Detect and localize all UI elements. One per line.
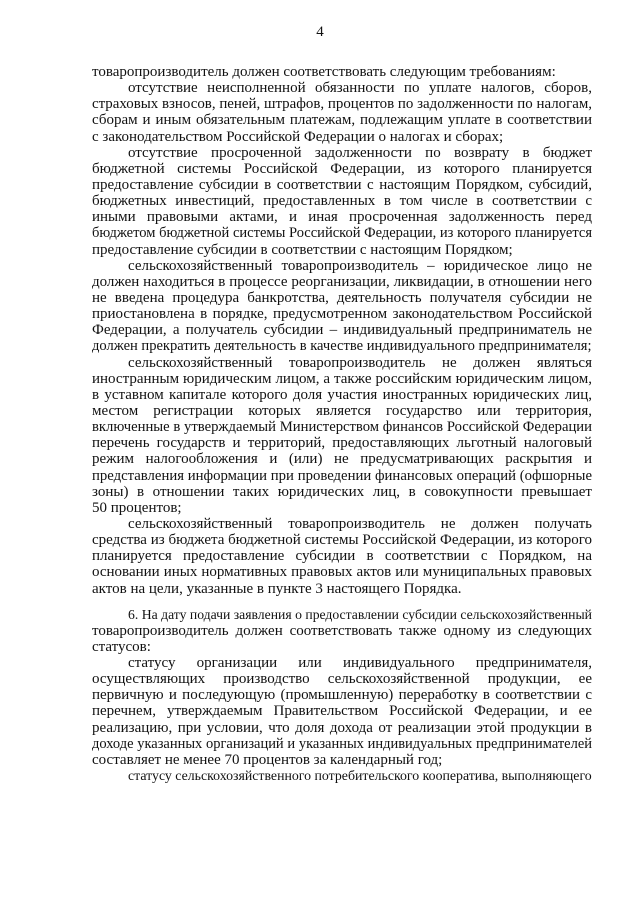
page-number: 4 [316,24,324,40]
paragraph [92,355,592,516]
text-line: доходе указанных организаций и указанных индивидуальных предпринимателей [92,735,592,752]
text-line: с законодательством Российской Федерации о налогах и сборах; [92,128,504,145]
text-line: должен находиться в процессе реорганизации, ликвидации, в отношении него [92,273,592,290]
paragraph [92,258,592,355]
text-line: статусу организации или индивидуального предпринимателя, [128,655,592,672]
text-line: реализацию, при условии, что доля дохода от реализации этой продукции в [92,719,592,736]
text-line: планируется предоставление субсидии в соответствии с Порядком, на [92,548,592,565]
text-line: предоставление субсидии в соответствии с настоящим Порядком; [92,241,513,258]
text-line: должен прекратить деятельность в качестве индивидуального предпринимателя; [92,338,592,355]
text-line: бюджетных инвестиций, предоставленных в том числе в соответствии с [92,193,592,210]
text-line: перечень государств и территорий, предоставляющих льготный налоговый [92,435,592,452]
text-line: первичную и последующую (промышленную) переработку в соответствии с [92,687,592,704]
document-body [92,64,592,784]
text-line: товаропроизводитель должен соответствовать следующим требованиям: [92,64,556,80]
paragraph [92,145,592,258]
paragraph [92,768,592,784]
text-line: составляет не менее 70 процентов за календарный год; [92,751,443,768]
paragraph [92,516,592,597]
text-line: сельскохозяйственный товаропроизводитель не должен являться [128,354,592,371]
text-line: включенные в утверждаемый Министерством финансов Российской Федерации [92,419,592,436]
text-line: актов на цели, указанные в пункте 3 настоящего Порядка. [92,580,462,597]
text-line: сельскохозяйственный товаропроизводитель – юридическое лицо не [128,257,592,274]
text-line: статусу сельскохозяйственного потребительского кооператива, выполняющего [128,768,592,784]
text-line: зоны) в отношении таких юридических лиц, в совокупности превышает [92,483,592,500]
text-line: 50 процентов; [92,499,182,516]
text-line: статусов: [92,638,151,655]
text-line: средства из бюджета бюджетной системы Российской Федерации, из которого [92,532,592,549]
text-line: отсутствие неисполненной обязанности по уплате налогов, сборов, [128,80,592,97]
text-line: страховых взносов, пеней, штрафов, процентов по задолженности по налогам, [92,96,592,113]
text-line: осуществляющих производство сельскохозяйственной продукции, ее [92,671,592,688]
text-line: основании иных нормативных правовых актов или муниципальных правовых [92,564,592,581]
text-line: Федерации, а получатель субсидии – индивидуальный предприниматель не [92,322,592,339]
text-line: сборам и иным обязательным платежам, подлежащим уплате в соответствии [92,112,592,129]
text-line: режим налогообложения и (или) не предусматривающих раскрытия и [92,451,592,468]
text-line: представления информации при проведении финансовых операций (офшорные [92,467,592,484]
text-line: местом регистрации которых является государство или территория, [92,402,592,419]
text-line: бюджетной системы Российской Федерации, из которого планируется [92,160,592,177]
text-line: бюджетом бюджетной системы Российской Федерации, из которого планируется [92,225,592,242]
text-line: товаропроизводитель должен соответствовать также одному из следующих [92,622,592,639]
text-line: перечнем, утверждаемым Правительством Российской Федерации, и ее [92,703,592,720]
text-line: в уставном капитале которого доля участия иностранных юридических лиц, [92,386,592,403]
text-line: не введена процедура банкротства, деятельность получателя субсидии не [92,289,592,306]
text-line: 6. На дату подачи заявления о предоставлении субсидии сельскохозяйственный [128,606,592,622]
text-line: отсутствие просроченной задолженности по возврату в бюджет [128,144,592,161]
text-line: иными правовыми актами, и иная просроченная задолженность перед [92,209,592,226]
paragraph [92,655,592,768]
text-line: иностранным юридическим лицом, а также российским юридическим лицом, [92,370,592,387]
text-line: приостановлена в порядке, предусмотренном законодательством Российской [92,306,592,323]
text-line: сельскохозяйственный товаропроизводитель не должен получать [128,515,592,532]
text-line: предоставление субсидии в соответствии с настоящим Порядком, субсидий, [92,176,592,193]
paragraph [92,64,592,80]
paragraph [92,80,592,145]
paragraph [92,607,592,655]
